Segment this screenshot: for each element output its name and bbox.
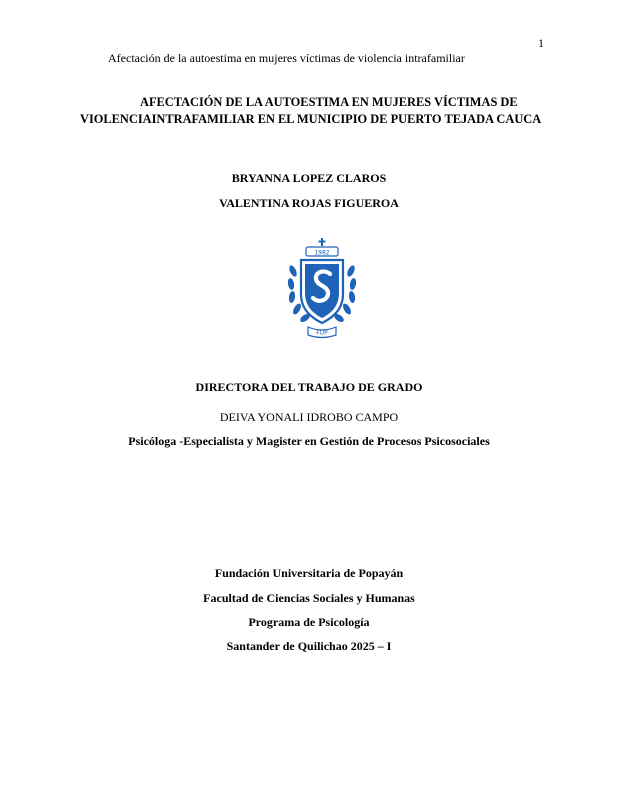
author-2: VALENTINA ROJAS FIGUEROA [219, 196, 399, 210]
author-1: BRYANNA LOPEZ CLAROS [231, 171, 387, 185]
place-date: Santander de Quilichao 2025 – I [226, 639, 392, 653]
university-name: Fundación Universitaria de Popayán [214, 566, 404, 580]
document-title: AFECTACIÓN DE LA AUTOESTIMA EN MUJERES VÍCTIMAS DE VIOLENCIAINTRAFAMILIAR EN EL MUNICIPIO DE PUERTO TEJADA CAUCA [80, 95, 542, 126]
director-name: DEIVA YONALI IDROBO CAMPO [219, 410, 399, 424]
seal-initials: FUP [316, 329, 328, 337]
seal-year: 1982 [314, 249, 330, 257]
faculty-name: Facultad de Ciencias Sociales y Humanas [203, 591, 415, 605]
director-heading: DIRECTORA DEL TRABAJO DE GRADO [195, 380, 423, 394]
running-head: Afectación de la autoestima en mujeres víctimas de violencia intrafamiliar [108, 51, 465, 65]
director-credentials: Psicóloga -Especialista y Magister en Gestión de Procesos Psicosociales [128, 434, 490, 448]
program-name: Programa de Psicología [248, 615, 370, 629]
cross-icon [319, 238, 326, 246]
university-seal [284, 236, 360, 340]
page-number: 1 [538, 36, 544, 50]
seal-emblem-icon [284, 236, 360, 340]
